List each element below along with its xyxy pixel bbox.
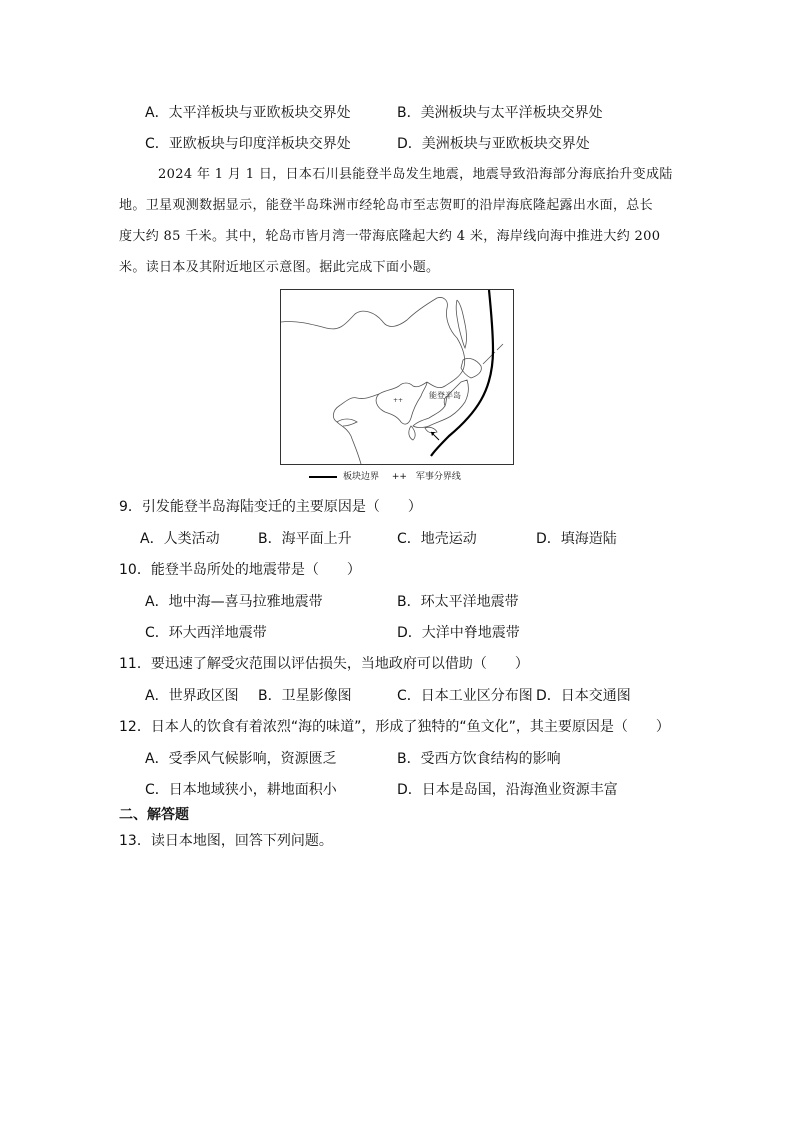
q11-option-a: A．世界政区图 [145,688,239,704]
kyushu-coast [409,426,415,440]
map-legend [309,471,461,483]
q8-option-b: B．美洲板块与太平洋板块交界处 [397,105,603,121]
passage-line-3: 度大约 85 千米。其中，轮岛市皆月湾一带海底隆起大约 4 米，海岸线向海中推进大约 200 [119,229,661,244]
legend-military-label: 军事分界线 [415,472,461,482]
legend-boundary-label: 板块边界 [343,472,380,482]
sakhalin-coast [456,300,466,348]
q9-option-a: A．人类活动 [140,531,220,547]
passage-line-4: 米。读日本及其附近地区示意图。据此完成下面小题。 [119,260,440,275]
q10-option-b: B．环太平洋地震带 [397,594,519,610]
japan-map-figure [280,289,514,465]
japan-map-svg [281,290,513,464]
q11-option-c: C．日本工业区分布图 [397,688,533,704]
hokkaido-coast [461,358,481,378]
q8-option-c: C．亚欧板块与印度洋板块交界处 [145,136,351,152]
q8-option-a: A．太平洋板块与亚欧板块交界处 [145,105,351,121]
q9-option-b: B．海平面上升 [258,531,352,547]
passage-line-2: 地。卫星观测数据显示，能登半岛珠洲市经轮岛市至志贺町的沿岸海底隆起露出水面，总长 [119,198,654,213]
q10-stem: 10．能登半岛所处的地震带是（ ） [119,562,361,578]
q12-stem: 12．日本人的饮食有着浓烈“海的味道”，形成了独特的“鱼文化”，其主要原因是（ ） [119,719,670,735]
noto-peninsula-label: 能登半岛 [429,391,461,400]
q11-option-b: B．卫星影像图 [258,688,352,704]
q10-option-a: A．地中海—喜马拉雅地震带 [145,594,323,610]
q12-option-c: C．日本地域狭小，耕地面积小 [145,782,337,798]
passage-line-1: 2024 年 1 月 1 日，日本石川县能登半岛发生地震，地震导致沿海部分海底抬升变成陆 [158,167,673,182]
q8-option-d: D．美洲板块与亚欧板块交界处 [397,136,590,152]
q10-option-d: D．大洋中脊地震带 [397,625,520,641]
q11-stem: 11．要迅速了解受灾范围以评估损失，当地政府可以借助（ ） [119,656,529,672]
coastlines [281,297,503,464]
q9-option-c: C．地壳运动 [397,531,477,547]
plate-boundary-line [431,290,493,456]
q12-option-d: D．日本是岛国，沿海渔业资源丰富 [397,782,618,798]
shikoku-coast [425,427,437,433]
q10-option-c: C．环大西洋地震带 [145,625,267,641]
legend-military-swatch: ++ [391,472,407,482]
section-heading: 二、解答题 [119,807,189,823]
q12-option-a: A．受季风气候影响，资源匮乏 [145,751,337,767]
q11-option-d: D．日本交通图 [536,688,631,704]
q9-option-d: D．填海造陆 [536,531,617,547]
china-coast [333,394,379,464]
mainland-coast [281,297,465,387]
q12-option-b: B．受西方饮食结构的影响 [397,751,561,767]
honshu-coast [413,380,468,428]
legend-boundary-swatch [309,476,337,478]
q9-stem: 9．引发能登半岛海陆变迁的主要原因是（ ） [119,499,422,515]
q13-stem: 13．读日本地图，回答下列问题。 [119,833,333,849]
military-line-mark: ++ [393,397,404,404]
